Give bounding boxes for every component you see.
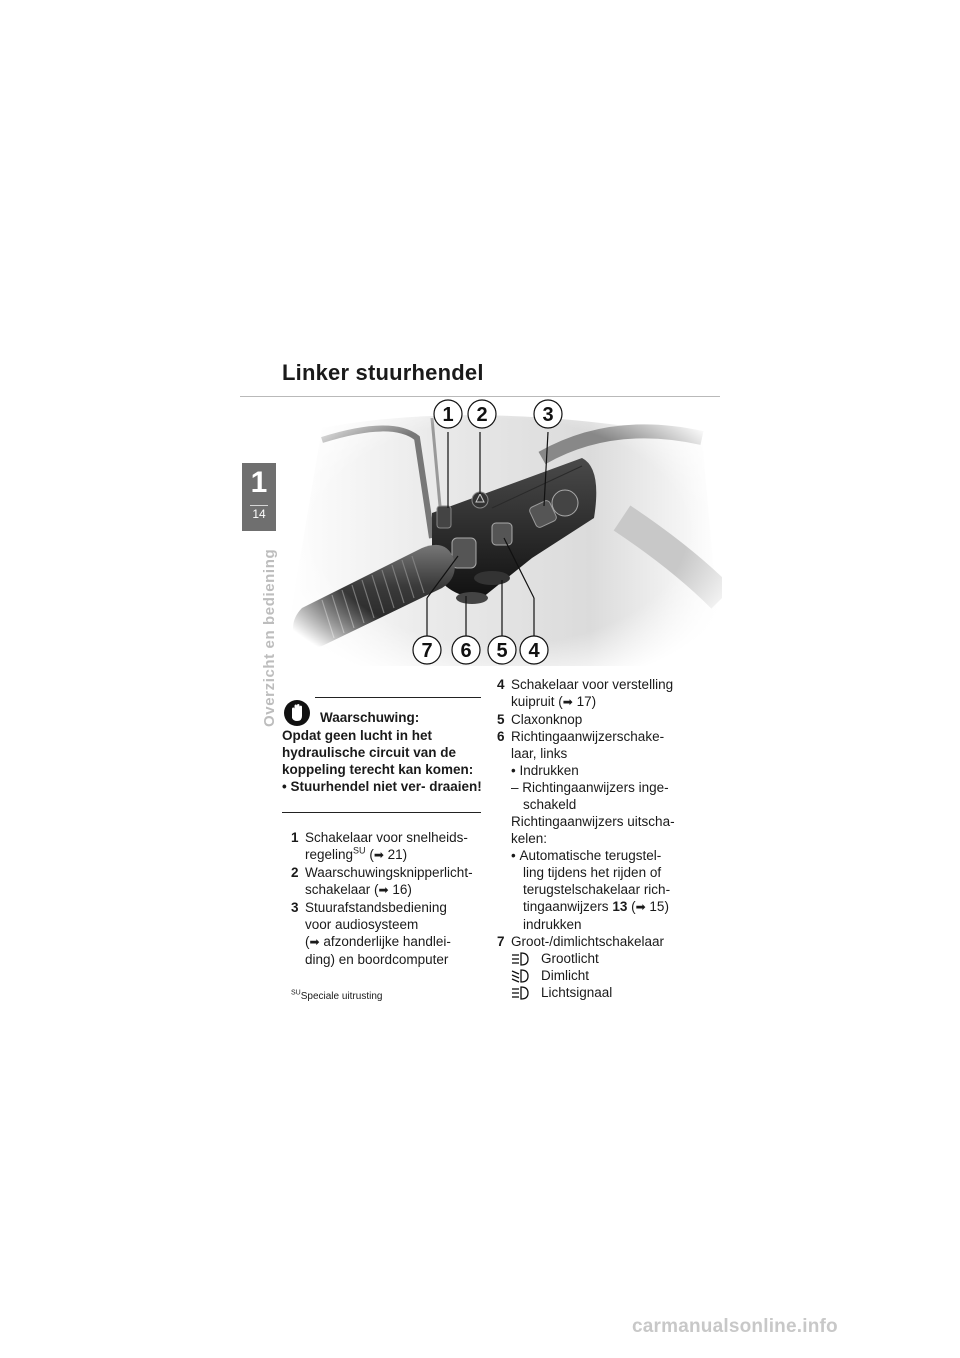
arrow-icon: ➡: [562, 695, 573, 709]
handlebar-photo: [282, 398, 722, 666]
warning-rule-bottom: [282, 812, 481, 813]
arrow-icon: ➡: [309, 935, 320, 949]
arrow-icon: ➡: [635, 900, 646, 914]
callout-2: 2: [476, 404, 488, 426]
callout-6: 6: [460, 640, 472, 662]
page-title: Linker stuurhendel: [282, 360, 484, 385]
high-beam-icon: [511, 952, 531, 966]
legend-list-left: [291, 829, 491, 968]
legend-item-7: 7 Groot-/dimlichtschakelaar Grootlicht Dimlicht Lichtsignaal: [497, 933, 697, 1001]
warning-hand-icon: [282, 698, 312, 728]
watermark: carmanualsonline.info: [632, 1316, 838, 1337]
legend-item-5: 5 Claxonknop: [497, 712, 583, 727]
page-number: 14: [252, 507, 266, 521]
warning-bullet: • Stuurhendel niet ver- draaien!: [282, 779, 482, 794]
warning-text: Opdat geen lucht in het hydraulische circuit van de koppeling terecht kan komen:: [282, 728, 474, 777]
headlight-flash-icon: [511, 986, 531, 1000]
legend-item-4: 4 Schakelaar voor verstelling kuipruit (➡ 17): [497, 677, 674, 709]
callout-1: 1: [442, 404, 454, 426]
legend-list-right: [497, 676, 697, 1001]
legend-item-1: 1 Schakelaar voor snelheids- regeling$^{SU}$ (➡ 21): [291, 830, 468, 862]
arrow-icon: ➡: [378, 883, 389, 897]
legend-item-3: 3 Stuurafstandsbediening voor audiosysteem (➡ afzonderlijke handlei- ding) en boordcomputer: [291, 900, 451, 967]
legend-item-6: 6 Richtingaanwijzerschake- laar, links • Indrukken – Richtingaanwijzers inge- schakeld Richtingaanwijzers uitscha- kelen: • Automatische terugstel- ling tijdens het rijden of terugstelschakelaar rich- tingaanwijzers 13 (➡ 15) indrukken: [497, 729, 675, 932]
callout-3: 3: [542, 404, 554, 426]
callout-5: 5: [496, 640, 508, 662]
callout-4: 4: [528, 640, 540, 662]
footnote: $^{SU}$Speciale uitrusting: [291, 989, 383, 1002]
high-beam-row: Grootlicht: [511, 950, 697, 967]
flash-row: Lichtsignaal: [511, 984, 697, 1001]
warning-body: [282, 727, 492, 795]
callout-7: 7: [421, 640, 433, 662]
legend-item-2: 2 Waarschuwingsknipperlicht- schakelaar (➡ 16): [291, 865, 473, 897]
chapter-divider: [250, 505, 268, 506]
low-beam-row: Dimlicht: [511, 967, 697, 984]
warning-title: Waarschuwing:: [320, 710, 420, 725]
section-label: Overzicht en bediening: [261, 548, 278, 727]
title-divider: [240, 396, 720, 397]
chapter-number: 1: [250, 466, 268, 499]
arrow-icon: ➡: [373, 848, 384, 862]
low-beam-icon: [511, 969, 531, 983]
warning-rule-top: [315, 697, 481, 698]
